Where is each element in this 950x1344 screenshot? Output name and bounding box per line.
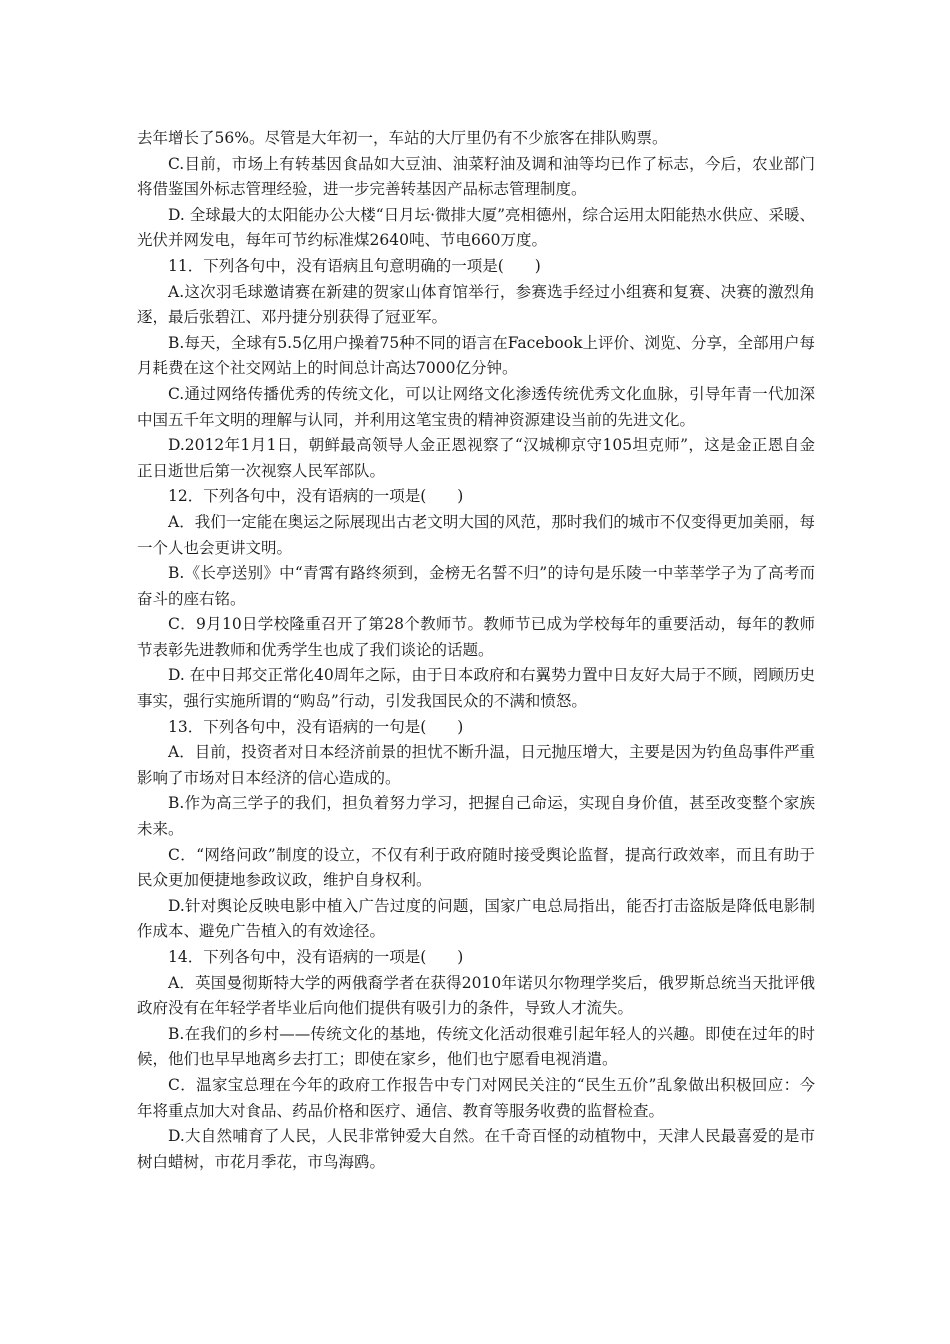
option-a-q13: A．目前，投资者对日本经济前景的担忧不断升温，日元抛压增大，主要是因为钓鱼岛事件严重影响了市场对日本经济的信心造成的。 — [137, 743, 815, 787]
option-d-q13: D.针对舆论反映电影中植入广告过度的问题，国家广电总局指出，能否打击盗版是降低电影制作成本、避免广告植入的有效途径。 — [137, 896, 815, 941]
option-c-q13: C．“网络问政”制度的设立，不仅有利于政府随时接受舆论监督，提高行政效率，而且有助于民众更加便捷地参政议政，维护自身权利。 — [137, 845, 815, 890]
option-a-q14: A．英国曼彻斯特大学的两俄裔学者在获得2010年诺贝尔物理学奖后，俄罗斯总统当天批评俄政府没有在年轻学者毕业后向他们提供有吸引力的条件，导致人才流失。 — [137, 973, 815, 1018]
option-d-q11: D.2012年1月1日，朝鲜最高领导人金正恩视察了“汉城柳京守105坦克师”，这是金正恩自金正日逝世后第一次视察人民军部队。 — [137, 436, 815, 480]
option-b-q14: B.在我们的乡村——传统文化的基地，传统文化活动很难引起年轻人的兴趣。即使在过年的时候，他们也早早地离乡去打工；即使在家乡，他们也宁愿看电视消遣。 — [137, 1024, 815, 1069]
option-c-q10: C.目前，市场上有转基因食品如大豆油、油菜籽油及调和油等均已作了标志，今后，农业部门将借鉴国外标志管理经验，进一步完善转基因产品标志管理制度。 — [137, 154, 815, 199]
document-page — [137, 126, 815, 1175]
question-13: 13．下列各句中，没有语病的一句是( ) — [168, 717, 464, 736]
option-b-q13: B.作为高三学子的我们，担负着努力学习，把握自己命运，实现自身价值，甚至改变整个家族未来。 — [137, 794, 815, 839]
continuation-text: 去年增长了56%。尽管是大年初一，车站的大厅里仍有不少旅客在排队购票。 — [137, 129, 668, 147]
option-d-q14: D.大自然哺育了人民，人民非常钟爱大自然。在千奇百怪的动植物中，天津人民最喜爱的是市树白蜡树，市花月季花，市鸟海鸥。 — [137, 1127, 815, 1171]
question-11: 11．下列各句中，没有语病且句意明确的一项是( ) — [168, 256, 541, 275]
option-b-q11: B.每天，全球有5.5亿用户操着75种不同的语言在Facebook上评价、浏览、分享，全部用户每月耗费在这个社交网站上的时间总计高达7000亿分钟。 — [137, 333, 815, 378]
option-a-q12: A．我们一定能在奥运之际展现出古老文明大国的风范，那时我们的城市不仅变得更加美丽，每一个人也会更讲文明。 — [137, 512, 815, 557]
option-b-q12: B.《长亭送别》中“青霄有路终须到，金榜无名誓不归”的诗句是乐陵一中莘莘学子为了高考而奋斗的座右铭。 — [137, 564, 815, 608]
option-c-q11: C.通过网络传播优秀的传统文化，可以让网络文化渗透传统优秀文化血脉，引导年青一代加深中国五千年文明的理解与认同，并利用这笔宝贵的精神资源建设当前的先进文化。 — [137, 384, 815, 429]
option-d-q10: D. 全球最大的太阳能办公大楼“日月坛·微排大厦”亮相德州，综合运用太阳能热水供应、采暖、光伏并网发电，每年可节约标准煤2640吨、节电660万度。 — [137, 205, 816, 250]
option-c-q14: C．温家宝总理在今年的政府工作报告中专门对网民关注的“民生五价”乱象做出积极回应：今年将重点加大对食品、药品价格和医疗、通信、教育等服务收费的监督检查。 — [137, 1075, 815, 1120]
option-a-q11: A.这次羽毛球邀请赛在新建的贺家山体育馆举行，参赛选手经过小组赛和复赛、决赛的激烈角逐，最后张碧江、邓丹捷分别获得了冠亚军。 — [137, 282, 815, 327]
question-12: 12．下列各句中，没有语病的一项是( ) — [168, 487, 464, 506]
option-c-q12: C．9月10日学校隆重召开了第28个教师节。教师节已成为学校每年的重要活动，每年的教师节表彰先进教师和优秀学生也成了我们谈论的话题。 — [137, 615, 815, 659]
option-d-q12: D. 在中日邦交正常化40周年之际，由于日本政府和右翼势力置中日友好大局于不顾，罔顾历史事实，强行实施所谓的“购岛”行动，引发我国民众的不满和愤怒。 — [137, 666, 815, 711]
question-14: 14．下列各句中，没有语病的一项是( ) — [168, 948, 464, 966]
